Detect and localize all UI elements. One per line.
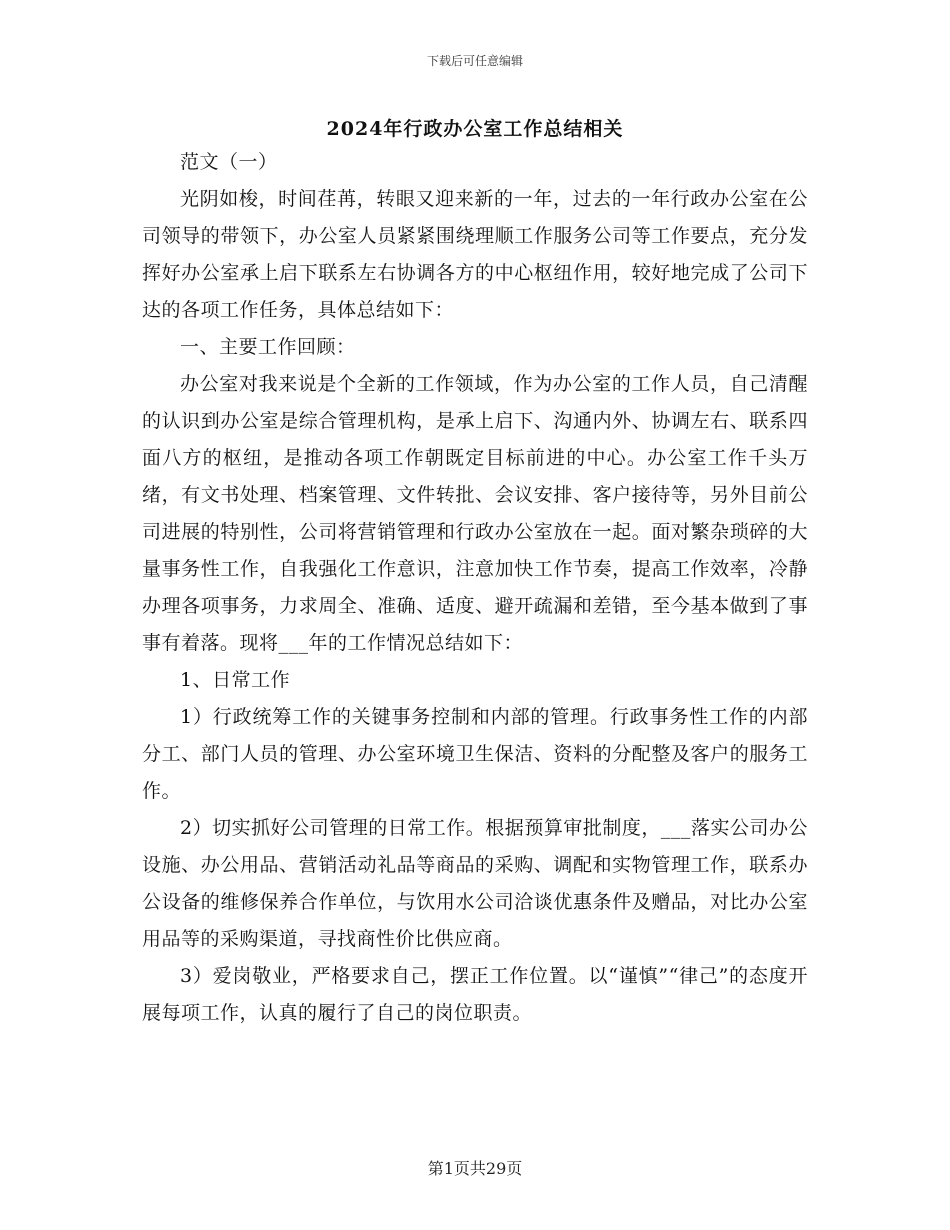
document-body	[142, 144, 808, 1032]
list-item-2: 2）切实抓好公司管理的日常工作。根据预算审批制度，___落实公司办公设施、办公用品、营销活动礼品等商品的采购、调配和实物管理工作，联系办公设备的维修保养合作单位，与饮用水公司洽谈优惠条件及赠品，对比办公室用品等的采购渠道，寻找商性价比供应商。	[142, 817, 808, 950]
paragraph-office-overview: 办公室对我来说是个全新的工作领域，作为办公室的工作人员，自己清醒的认识到办公室是综合管理机构，是承上启下、沟通内外、协调左右、联系四面八方的枢纽，是推动各项工作朝既定目标前进的中心。办公室工作千头万绪，有文书处理、档案管理、文件转批、会议安排、客户接待等，另外目前公司进展的特别性，公司将营销管理和行政办公室放在一起。面对繁杂琐碎的大量事务性工作，自我强化工作意识，注意加快工作节奏，提高工作效率，冷静办理各项事务，力求周全、准确、适度、避开疏漏和差错，至今基本做到了事事有着落。现将___年的工作情况总结如下：	[142, 373, 808, 654]
section-heading-main-review: 一、主要工作回顾：	[180, 336, 356, 358]
paragraph-sample-label: 范文（一）	[180, 151, 278, 173]
list-item-1: 1）行政统筹工作的关键事务控制和内部的管理。行政事务性工作的内部分工、部门人员的管理、办公室环境卫生保洁、资料的分配整及客户的服务工作。	[142, 706, 808, 802]
page-header-note: 下载后可任意编辑	[426, 54, 523, 68]
page-number-footer: 第1页共29页	[427, 1159, 523, 1178]
paragraph-intro: 光阴如梭，时间荏苒，转眼又迎来新的一年，过去的一年行政办公室在公司领导的带领下，办公室人员紧紧围绕理顺工作服务公司等工作要点，充分发挥好办公室承上启下联系左右协调各方的中心枢纽作用，较好地完成了公司下达的各项工作任务，具体总结如下：	[142, 188, 808, 321]
subheading-daily-work: 1、日常工作	[180, 669, 291, 691]
document-title: 2024年行政办公室工作总结相关	[326, 118, 624, 140]
list-item-3: 3）爱岗敬业，严格要求自己，摆正工作位置。以“谨慎”“律己”的态度开展每项工作，认真的履行了自己的岗位职责。	[142, 965, 808, 1024]
